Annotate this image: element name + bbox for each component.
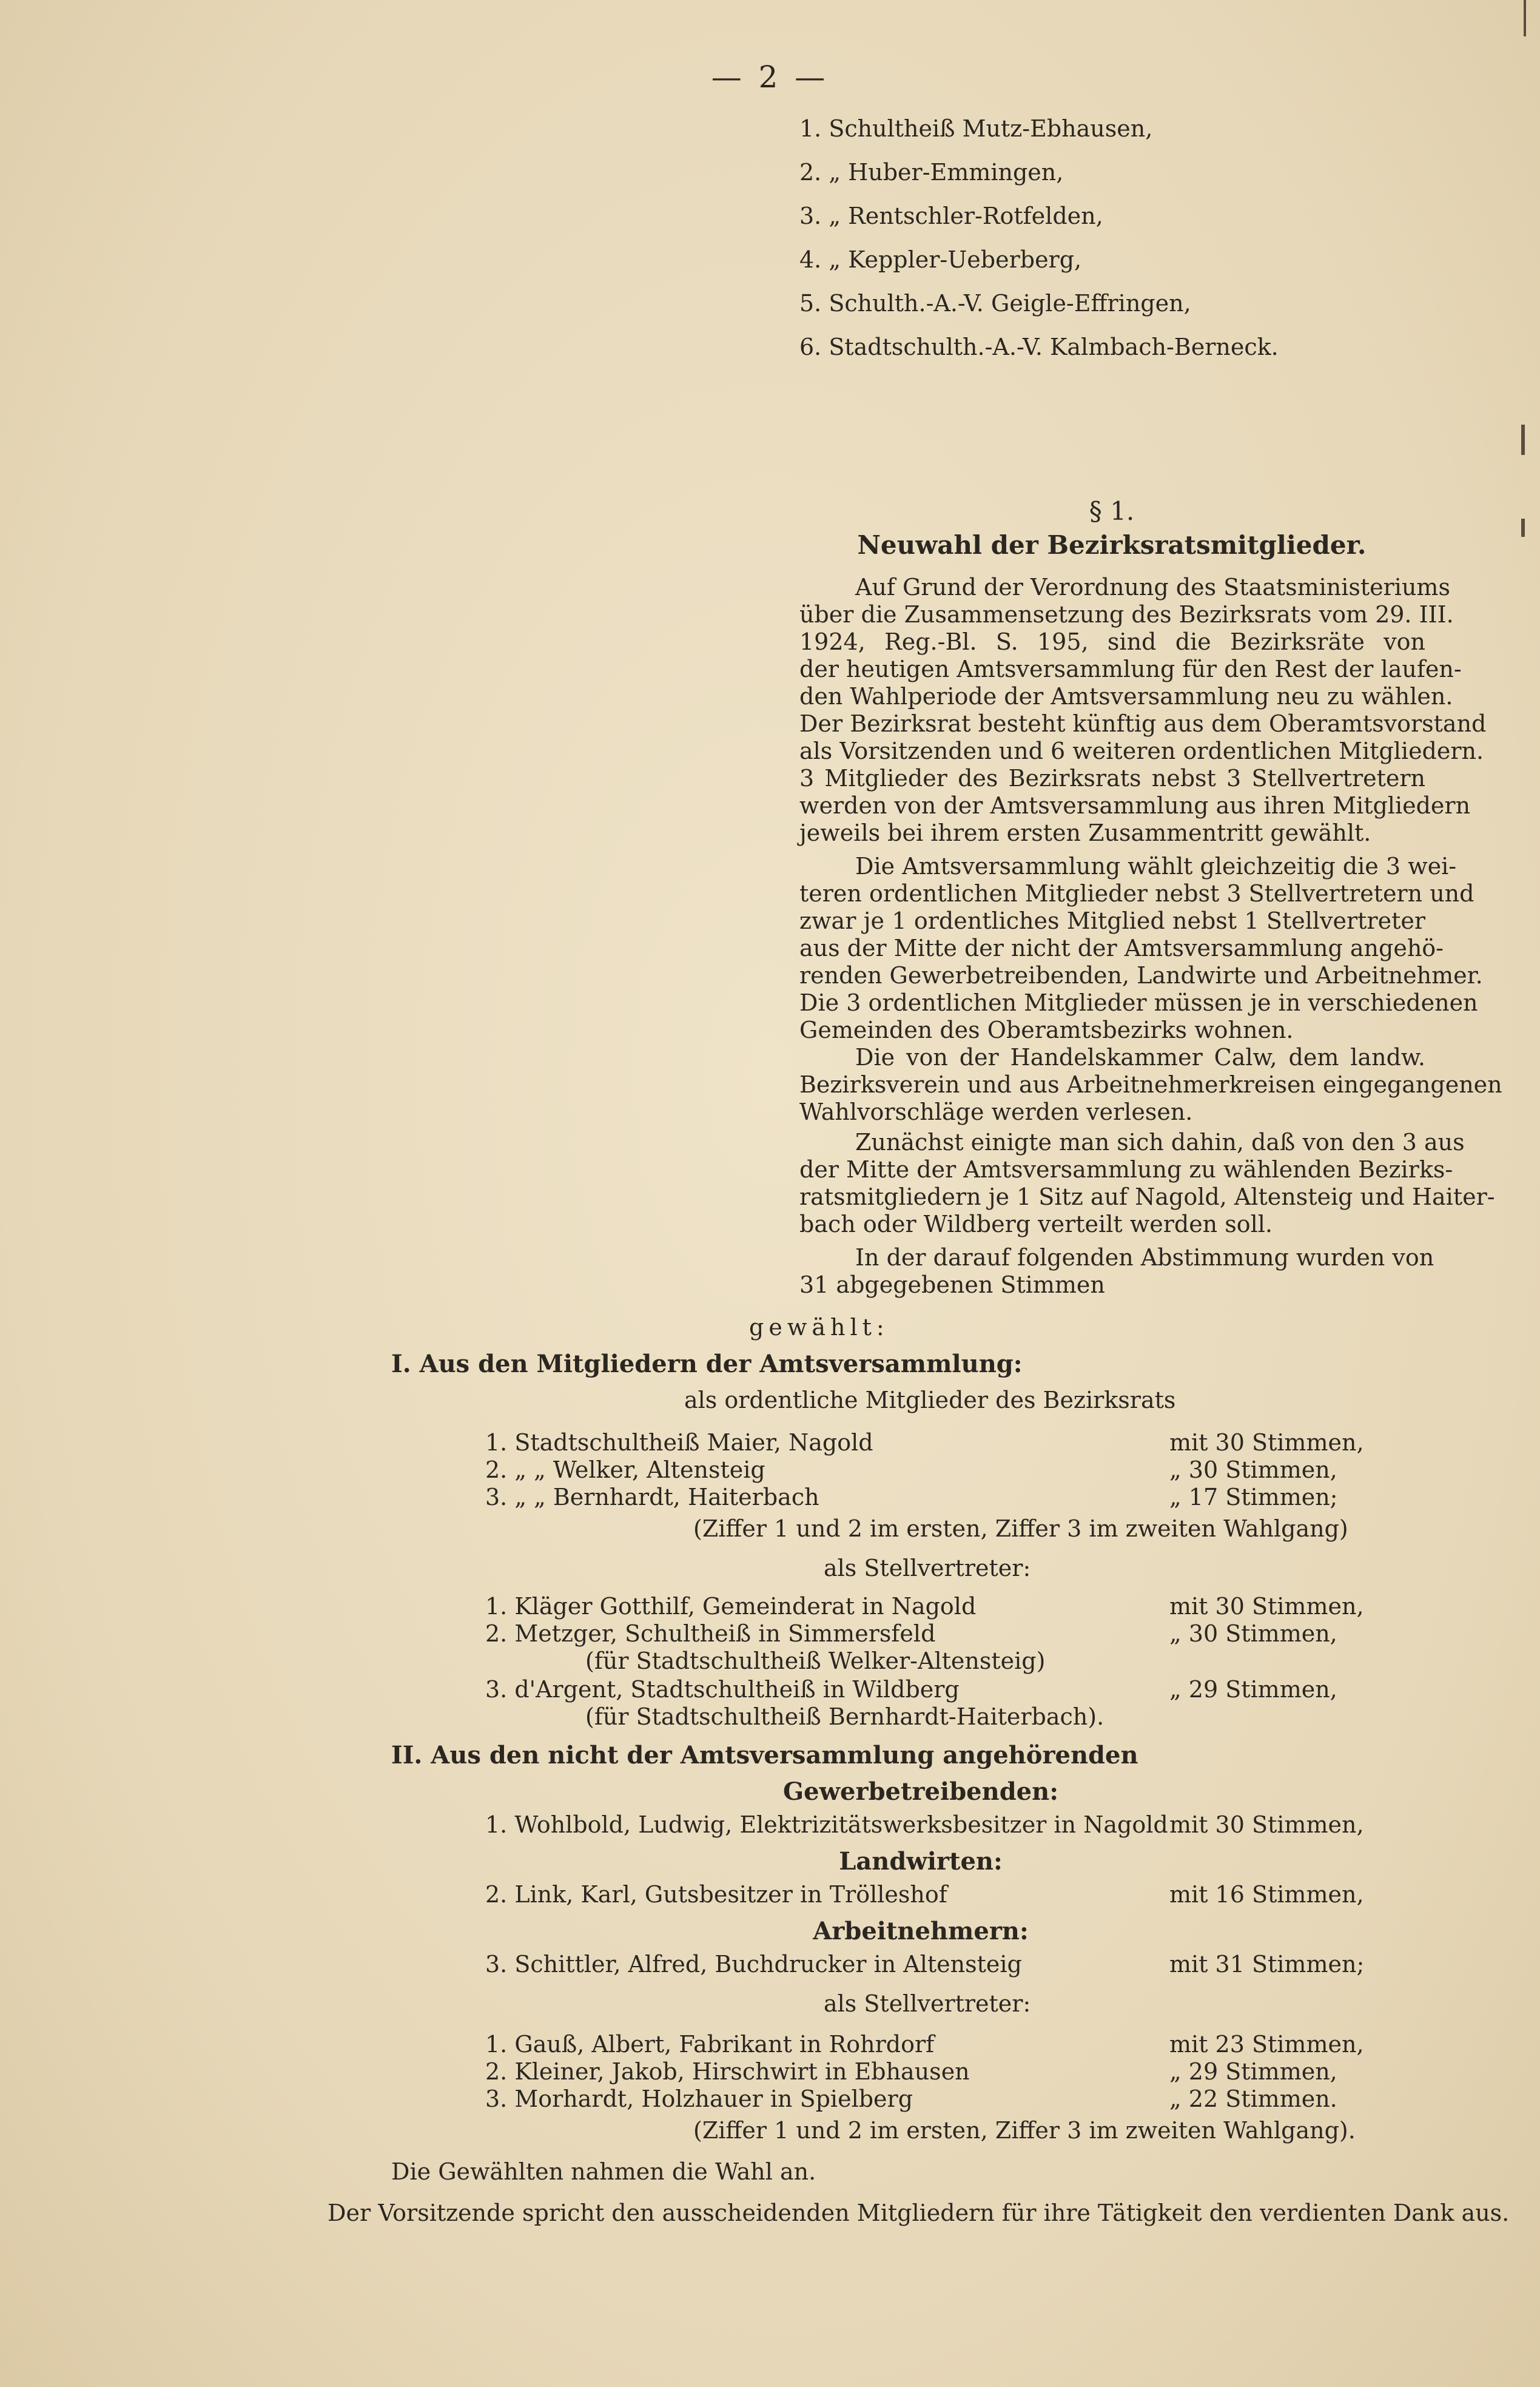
edge-mark xyxy=(1524,0,1526,36)
group2-category-employees: Arbeitnehmern: xyxy=(813,1917,1029,1945)
paragraph-line: Der Bezirksrat besteht künftig aus dem Oberamtsvorstand xyxy=(799,710,1487,737)
group1-deputy-votes: „ 30 Stimmen, xyxy=(1169,1620,1337,1647)
group2-deputy-votes: „ 22 Stimmen. xyxy=(1169,2086,1337,2112)
group1-member-name: 3. „ „ Bernhardt, Haiterbach xyxy=(485,1484,819,1510)
group1-deputy-votes: mit 30 Stimmen, xyxy=(1169,1593,1364,1620)
section-number: § 1. xyxy=(1089,496,1135,526)
attendee-line: 4. „ Keppler-Ueberberg, xyxy=(799,246,1082,273)
paragraph-line: In der darauf folgenden Abstimmung wurden von xyxy=(855,1244,1434,1271)
group1-deputy-name: 2. Metzger, Schultheiß in Simmersfeld xyxy=(485,1620,936,1647)
group2-member-votes: mit 31 Stimmen; xyxy=(1169,1951,1365,1978)
group2-note: (Ziffer 1 und 2 im ersten, Ziffer 3 im zweiten Wahlgang). xyxy=(693,2117,1356,2144)
paragraph-line: aus der Mitte der nicht der Amtsversammlung angehö- xyxy=(799,935,1444,961)
paragraph-line: jeweils bei ihrem ersten Zusammentritt gewählt. xyxy=(799,820,1371,846)
closing-acceptance: Die Gewählten nahmen die Wahl an. xyxy=(391,2158,816,2185)
paragraph-line: renden Gewerbetreibenden, Landwirte und Arbeitnehmer. xyxy=(799,962,1483,989)
group1-heading: I. Aus den Mitgliedern der Amtsversammlung: xyxy=(391,1350,1023,1378)
paragraph-line: 1924, Reg.-Bl. S. 195, sind die Bezirksräte von xyxy=(799,628,1425,655)
paragraph-line: bach oder Wildberg verteilt werden soll. xyxy=(799,1211,1273,1237)
group1-member-votes: mit 30 Stimmen, xyxy=(1169,1429,1364,1456)
group1-deputy-votes: „ 29 Stimmen, xyxy=(1169,1676,1337,1703)
group2-member-votes: mit 30 Stimmen, xyxy=(1169,1811,1364,1838)
group1-deputy-name: 3. d'Argent, Stadtschultheiß in Wildberg xyxy=(485,1676,960,1703)
page-number: — 2 — xyxy=(711,59,829,95)
paragraph-line: über die Zusammensetzung des Bezirksrats vom 29. III. xyxy=(799,601,1454,628)
group1-member-votes: „ 30 Stimmen, xyxy=(1169,1456,1337,1483)
elected-label: gewählt: xyxy=(749,1314,889,1341)
paragraph-line: Wahlvorschläge werden verlesen. xyxy=(799,1099,1193,1125)
paragraph-line: als Vorsitzenden und 6 weiteren ordentlichen Mitgliedern. xyxy=(799,738,1484,764)
group2-deputy-name: 1. Gauß, Albert, Fabrikant in Rohrdorf xyxy=(485,2031,935,2058)
paragraph-line: Auf Grund der Verordnung des Staatsministeriums xyxy=(855,574,1450,601)
paragraph-line: der heutigen Amtsversammlung für den Rest der laufen- xyxy=(799,656,1462,682)
paragraph-line: den Wahlperiode der Amtsversammlung neu zu wählen. xyxy=(799,683,1453,710)
group1-members-note: (Ziffer 1 und 2 im ersten, Ziffer 3 im zweiten Wahlgang) xyxy=(693,1515,1348,1542)
group2-member-name: 3. Schittler, Alfred, Buchdrucker in Altensteig xyxy=(485,1951,1022,1978)
paragraph-line: 31 abgegebenen Stimmen xyxy=(799,1271,1105,1298)
edge-mark xyxy=(1521,425,1525,455)
group1-members-subheading: als ordentliche Mitglieder des Bezirksrats xyxy=(684,1387,1176,1413)
paragraph-line: Die Amtsversammlung wählt gleichzeitig die 3 wei- xyxy=(855,853,1457,880)
group1-deputy-note: (für Stadtschultheiß Welker-Altensteig) xyxy=(585,1648,1046,1674)
paragraph-line: teren ordentlichen Mitglieder nebst 3 Stellvertretern und xyxy=(799,880,1474,907)
attendee-line: 5. Schulth.-A.-V. Geigle-Effringen, xyxy=(799,290,1191,317)
section-title: Neuwahl der Bezirksratsmitglieder. xyxy=(857,530,1367,560)
attendee-line: 2. „ Huber-Emmingen, xyxy=(799,159,1064,186)
group2-heading: II. Aus den nicht der Amtsversammlung angehörenden xyxy=(391,1741,1138,1769)
group1-deputy-name: 1. Kläger Gotthilf, Gemeinderat in Nagold xyxy=(485,1593,977,1620)
group1-member-votes: „ 17 Stimmen; xyxy=(1169,1484,1338,1510)
paragraph-line: Die von der Handelskammer Calw, dem landw. xyxy=(855,1044,1425,1071)
group2-deputy-name: 3. Morhardt, Holzhauer in Spielberg xyxy=(485,2086,913,2112)
group2-category-trades: Gewerbetreibenden: xyxy=(783,1777,1058,1806)
group2-member-name: 2. Link, Karl, Gutsbesitzer in Trölleshof xyxy=(485,1881,947,1908)
group1-member-name: 1. Stadtschultheiß Maier, Nagold xyxy=(485,1429,873,1456)
paragraph-line: der Mitte der Amtsversammlung zu wählenden Bezirks- xyxy=(799,1156,1453,1183)
attendee-line: 6. Stadtschulth.-A.-V. Kalmbach-Berneck. xyxy=(799,334,1279,360)
paragraph-line: Zunächst einigte man sich dahin, daß von den 3 aus xyxy=(855,1129,1465,1156)
edge-mark xyxy=(1521,519,1525,537)
attendee-line: 1. Schultheiß Mutz-Ebhausen, xyxy=(799,115,1153,142)
group2-deputy-name: 2. Kleiner, Jakob, Hirschwirt in Ebhausen xyxy=(485,2058,970,2085)
paragraph-line: Bezirksverein und aus Arbeitnehmerkreisen eingegangenen xyxy=(799,1071,1502,1098)
group2-deputy-votes: mit 23 Stimmen, xyxy=(1169,2031,1364,2058)
closing-thanks: Der Vorsitzende spricht den ausscheidenden Mitgliedern für ihre Tätigkeit den verdienten Dank aus. xyxy=(328,2200,1510,2226)
group1-deputy-note: (für Stadtschultheiß Bernhardt-Haiterbach). xyxy=(585,1703,1105,1730)
group2-deputy-votes: „ 29 Stimmen, xyxy=(1169,2058,1337,2085)
group2-member-votes: mit 16 Stimmen, xyxy=(1169,1881,1364,1908)
paragraph-line: Gemeinden des Oberamtsbezirks wohnen. xyxy=(799,1017,1294,1043)
group2-member-name: 1. Wohlbold, Ludwig, Elektrizitätswerksbesitzer in Nagold xyxy=(485,1811,1168,1838)
paragraph-line: Die 3 ordentlichen Mitglieder müssen je in verschiedenen xyxy=(799,989,1478,1016)
group2-deputies-subheading: als Stellvertreter: xyxy=(824,1990,1031,2017)
group2-category-farmers: Landwirten: xyxy=(839,1847,1003,1876)
paragraph-line: zwar je 1 ordentliches Mitglied nebst 1 Stellvertreter xyxy=(799,907,1425,934)
group1-deputies-subheading: als Stellvertreter: xyxy=(824,1555,1031,1581)
paragraph-line: ratsmitgliedern je 1 Sitz auf Nagold, Altensteig und Haiter- xyxy=(799,1183,1495,1210)
paragraph-line: 3 Mitglieder des Bezirksrats nebst 3 Stellvertretern xyxy=(799,765,1425,792)
attendee-line: 3. „ Rentschler-Rotfelden, xyxy=(799,203,1103,229)
group1-member-name: 2. „ „ Welker, Altensteig xyxy=(485,1456,765,1483)
paragraph-line: werden von der Amtsversammlung aus ihren Mitgliedern xyxy=(799,792,1471,819)
